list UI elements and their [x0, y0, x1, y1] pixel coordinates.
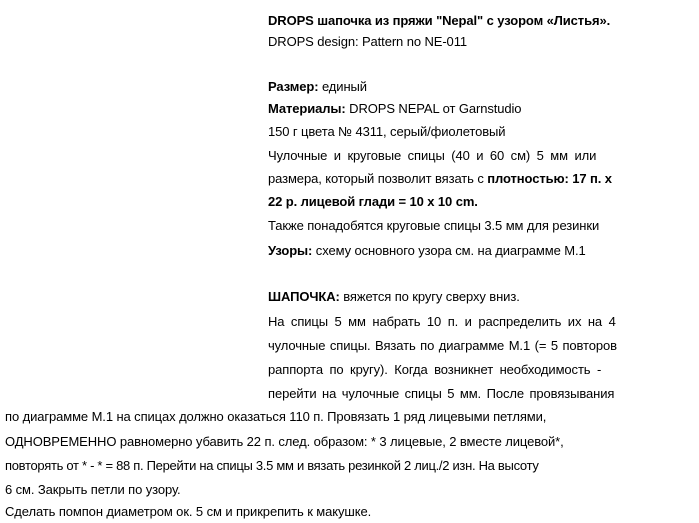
instruction-line: чулочные спицы. Вязать по диаграмме М.1 (= 5 повторов [268, 338, 617, 353]
patterns-label: Узоры: [268, 243, 313, 258]
gauge-value: 22 р. лицевой глади = 10 х 10 cm. [268, 194, 478, 209]
instruction-line: ОДНОВРЕМЕННО равномерно убавить 22 п. след. образом: * 3 лицевые, 2 вместе лицевой*, [5, 434, 564, 449]
patterns-line [268, 243, 586, 259]
instruction-line: На спицы 5 мм набрать 10 п. и распределить их на 4 [268, 314, 616, 329]
size-value: единый [318, 79, 367, 94]
size-label: Размер: [268, 79, 319, 94]
instruction-line: 6 см. Закрыть петли по узору. [5, 482, 181, 497]
yarn-color: 150 г цвета № 4311, серый/фиолетовый [268, 124, 506, 139]
materials-line [268, 101, 521, 117]
pattern-title: DROPS шапочка из пряжи "Nepal" с узором «Листья». [268, 13, 611, 28]
instruction-line: по диаграмме М.1 на спицах должно оказаться 110 п. Провязать 1 ряд лицевыми петлями, [5, 409, 547, 424]
instruction-line: раппорта по кругу). Когда возникнет необходимость - [268, 362, 602, 377]
materials-value: DROPS NEPAL от Garnstudio [345, 101, 522, 116]
instruction-line: повторять от * - * = 88 п. Перейти на спицы 3.5 мм и вязать резинкой 2 лиц./2 изн. На высоту [5, 458, 539, 473]
needles-line-1: Чулочные и круговые спицы (40 и 60 см) 5 мм или [268, 148, 597, 163]
materials-label: Материалы: [268, 101, 346, 116]
instruction-line: перейти на чулочные спицы 5 мм. После провязывания [268, 386, 615, 401]
patterns-value: схему основного узора см. на диаграмме М.1 [312, 243, 586, 258]
gauge-intro: размера, который позволит вязать с [268, 171, 488, 186]
needles-line-2 [268, 171, 612, 187]
section-header-line [268, 289, 520, 305]
section-title: ШАПОЧКА: [268, 289, 340, 304]
size-line [268, 79, 367, 95]
instruction-line: Сделать помпон диаметром ок. 5 см и прикрепить к макушке. [5, 504, 372, 519]
design-reference: DROPS design: Pattern no NE-011 [268, 34, 467, 49]
gauge-label: плотностью: 17 п. х [487, 171, 612, 186]
extra-needles: Также понадобятся круговые спицы 3.5 мм для резинки [268, 218, 600, 233]
section-intro: вяжется по кругу сверху вниз. [339, 289, 520, 304]
